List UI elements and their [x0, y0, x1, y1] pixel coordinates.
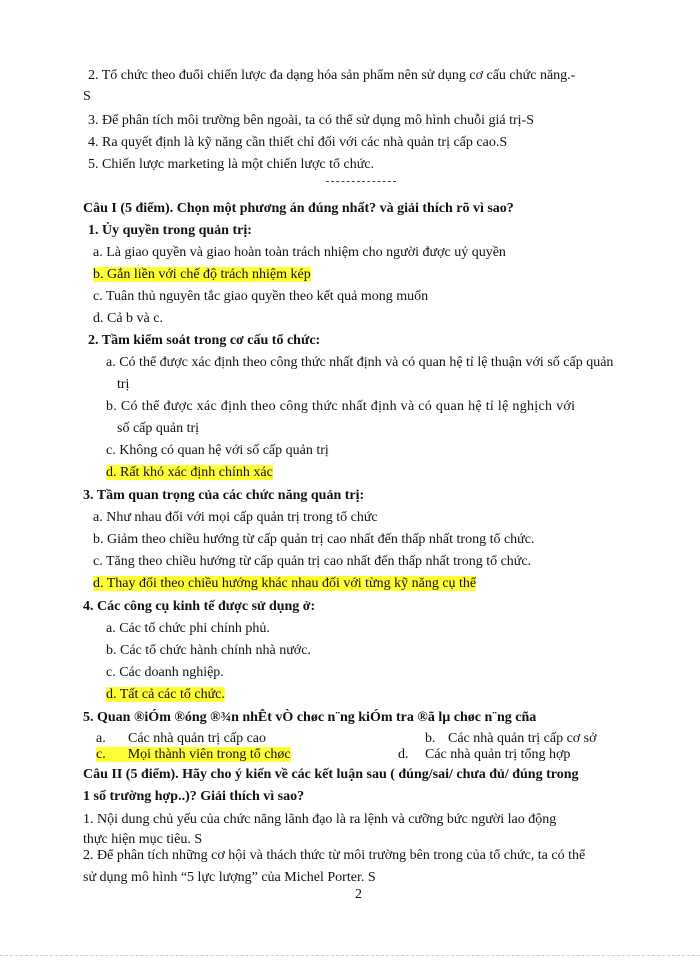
- section-2-title-line-1: Câu II (5 điểm). Hãy cho ý kiến về các kết luận sau ( đúng/sai/ chưa đủ/ đúng trong: [83, 767, 579, 782]
- question-2-option-c: c. Không có quan hệ với số cấp quản trị: [106, 443, 329, 458]
- question-5-option-c-row: [96, 745, 291, 765]
- separator-line: [326, 181, 396, 182]
- section-2-statement-2-line-2: sử dụng mô hình “5 lực lượng” của Michel Porter. S: [83, 870, 376, 885]
- question-2-title: 2. Tầm kiểm soát trong cơ cấu tổ chức:: [88, 333, 321, 348]
- highlighted-answer: d. Thay đổi theo chiều hướng khác nhau đối với từng kỹ năng cụ thể: [93, 576, 477, 591]
- section-2-statement-2-line-1: 2. Để phân tích những cơ hội và thách thức từ môi trường bên trong của tổ chức, ta có thể: [83, 848, 586, 863]
- question-1-option-a: a. Là giao quyền và giao hoàn toàn trách nhiệm cho người được uỷ quyền: [93, 245, 506, 260]
- question-5-option-d-marker: d.: [398, 747, 409, 762]
- question-2-option-b-line-2: số cấp quản trị: [117, 421, 200, 436]
- question-3-option-c: c. Tăng theo chiều hướng từ cấp quản trị cao nhất đến thấp nhất trong tổ chức.: [93, 554, 532, 569]
- question-3-option-b: b. Giảm theo chiều hướng từ cấp quản trị cao nhất đến thấp nhất trong tổ chức.: [93, 532, 535, 547]
- question-1-option-d: d. Cả b và c.: [93, 311, 163, 326]
- question-1-option-b: [93, 265, 311, 285]
- question-1-option-c: c. Tuân thủ nguyên tắc giao quyền theo kết quả mong muốn: [93, 289, 429, 304]
- question-2-option-a-line-1: a. Có thể được xác định theo công thức nhất định và có quan hệ tỉ lệ thuận với số cấp quản: [106, 355, 614, 370]
- question-5-option-a: Các nhà quản trị cấp cao: [128, 731, 266, 746]
- section-2-statement-1-line-1: 1. Nội dung chủ yếu của chức năng lãnh đạo là ra lệnh và cưỡng bức người lao động: [83, 812, 557, 827]
- section-1-title: Câu I (5 điểm). Chọn một phương án đúng nhất? và giải thích rõ vì sao?: [83, 201, 514, 216]
- question-1-title: 1. Ủy quyền trong quản trị:: [88, 223, 252, 238]
- question-4-option-b: b. Các tổ chức hành chính nhà nước.: [106, 643, 311, 658]
- question-5-option-a-marker: a.: [96, 731, 106, 746]
- question-4-option-c: c. Các doanh nghiệp.: [106, 665, 224, 680]
- question-5-title: 5. Quan ®iÓm ®óng ®¾n nhÊt vÒ chøc n¨ng kiÓm tra ®ã lµ chøc n¨ng cña: [83, 710, 537, 725]
- statement-2-line-1: 2. Tổ chức theo đuổi chiến lược đa dạng hóa sản phẩm nên sử dụng cơ cấu chức năng.-: [88, 68, 576, 83]
- highlighted-answer: d. Rất khó xác định chính xác: [106, 465, 273, 480]
- question-3-title: 3. Tầm quan trọng của các chức năng quản trị:: [83, 488, 365, 503]
- question-2-option-a-line-2: trị: [117, 377, 130, 392]
- section-2-statement-1-line-2: thực hiện mục tiêu. S: [83, 832, 203, 847]
- question-5-option-b: Các nhà quản trị cấp cơ sở: [448, 731, 597, 746]
- highlighted-answer: d. Tất cả các tổ chức.: [106, 687, 225, 702]
- question-4-option-d: [106, 685, 225, 705]
- question-3-option-a: a. Như nhau đối với mọi cấp quản trị trong tổ chức: [93, 510, 378, 525]
- question-2-option-b-line-1: b. Có thể được xác định theo công thức nhất định và có quan hệ tỉ lệ nghịch với: [106, 399, 576, 414]
- question-2-option-d: [106, 463, 273, 483]
- section-2-title-line-2: 1 số trường hợp..)? Giải thích vì sao?: [83, 789, 305, 804]
- page-bottom-border: [0, 955, 700, 956]
- question-3-option-d: [93, 574, 476, 594]
- question-5-option-c-marker: c.: [96, 747, 106, 762]
- question-5-option-b-marker: b.: [425, 731, 436, 746]
- highlighted-answer: b. Gắn liền với chế độ trách nhiệm kép: [93, 267, 311, 282]
- statement-4: 4. Ra quyết định là kỹ năng cần thiết chỉ đối với các nhà quản trị cấp cao.S: [88, 135, 508, 150]
- page-number: 2: [355, 887, 362, 902]
- statement-5: 5. Chiến lược marketing là một chiến lược tổ chức.: [88, 157, 374, 172]
- question-5-option-c: Mọi thành viên trong tổ chøc: [127, 747, 291, 762]
- statement-2-line-2: S: [83, 89, 91, 104]
- question-4-title: 4. Các công cụ kinh tế được sử dụng ở:: [83, 599, 316, 614]
- highlighted-answer: [96, 747, 291, 762]
- question-4-option-a: a. Các tổ chức phi chính phủ.: [106, 621, 270, 636]
- statement-3: 3. Để phân tích môi trường bên ngoài, ta có thể sử dụng mô hình chuỗi giá trị-S: [88, 113, 535, 128]
- question-5-option-d: Các nhà quản trị tổng hợp: [425, 747, 571, 762]
